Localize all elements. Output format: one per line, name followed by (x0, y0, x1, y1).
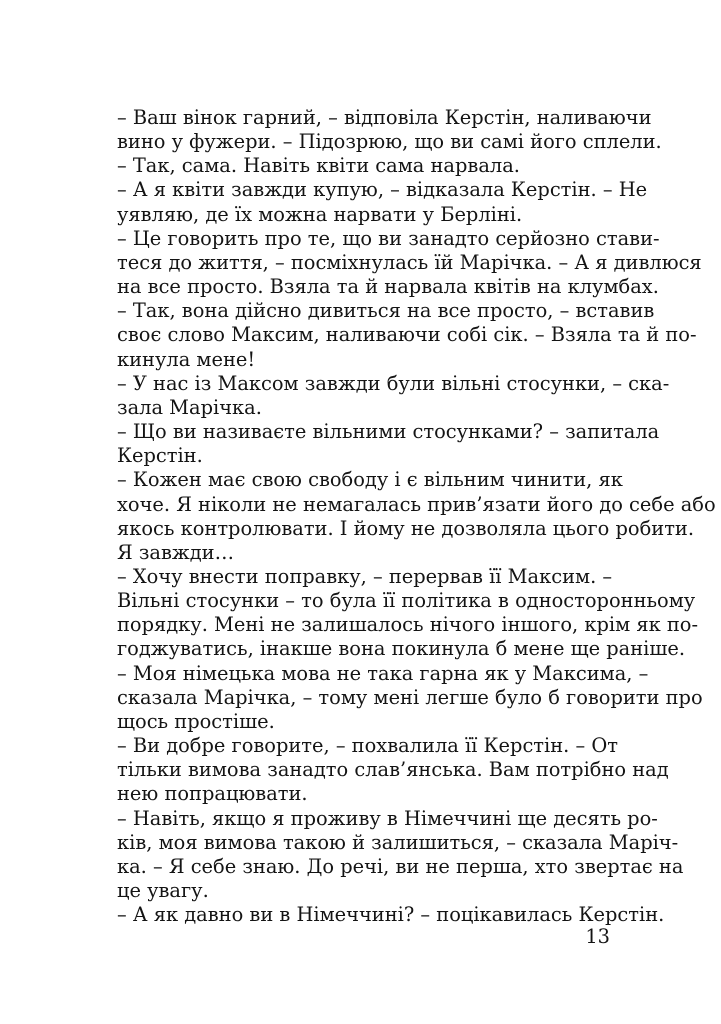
text-line: – Так, сама. Навіть квіти сама нарвала. (117, 154, 520, 178)
paragraph (88, 661, 703, 734)
paragraph (88, 420, 660, 468)
text-line: нею попрацювати. (117, 782, 308, 806)
text-line: – Так, вона дійсно дивиться на все просто, – вставив (117, 299, 655, 323)
text-line: якось контролювати. І йому не дозволяла цього робити. (117, 516, 695, 540)
page-number: 13 (585, 925, 610, 948)
text-line: щось простіше. (117, 709, 275, 733)
text-line: Я завжди… (117, 540, 234, 564)
text-line: – А як давно ви в Німеччині? – поцікавилась Керстін. (117, 903, 665, 927)
text-line: це увагу. (117, 879, 209, 902)
text-line: – Ви добре говорите, – похвалила її Керстін. – От (117, 734, 618, 758)
text-line: своє слово Максим, наливаючи собі сік. – Взяла та й по- (117, 323, 697, 347)
text-line: ка. – Я себе знаю. До речі, ви не перша, хто звертає на (117, 854, 684, 878)
text-line: теся до життя, – посміхнулась їй Марічка. – А я дивлюся (117, 250, 702, 274)
paragraph (88, 299, 697, 371)
text-line: хоче. Я ніколи не немагалась прив’язати його до себе або (117, 492, 716, 516)
text-line: – Моя німецька мова не така гарна як у Максима, – (117, 661, 649, 685)
paragraph (88, 154, 610, 178)
text-line: – Кожен має свою свободу і є вільним чинити, як (117, 468, 623, 492)
paragraph (88, 734, 669, 806)
text-line: годжуватись, інакше вона покинула б мене ще раніше. (117, 637, 686, 661)
paragraph (88, 468, 716, 565)
paragraph (88, 226, 702, 299)
text-line: тільки вимова занадто слав’янська. Вам потрібно над (117, 758, 669, 782)
paragraph (88, 806, 684, 904)
text-line: – У нас із Максом завжди були вільні стосунки, – ска- (117, 371, 670, 395)
text-line: – Навіть, якщо я проживу в Німеччині ще десять ро- (117, 806, 658, 830)
text-line: – Що ви називаєте вільними стосунками? – запитала (117, 420, 660, 444)
text-line: – Це говорить про те, що ви занадто серйозно стави- (117, 226, 660, 250)
text-line: ків, моя вимова такою й залишиться, – сказала Маріч- (117, 830, 679, 854)
text-line: Вільні стосунки – то була її політика в односторонньому (117, 589, 696, 613)
paragraph (88, 106, 662, 154)
text-line: порядку. Мені не залишалось нічого іншого, крім як по- (117, 613, 699, 637)
text-line: – А я квіти завжди купую, – відказала Керстін. – Не (117, 178, 648, 202)
paragraph (88, 903, 665, 927)
text-line: кинула мене! (117, 347, 256, 371)
text-line: на все просто. Взяла та й нарвала квітів на клумбах. (117, 275, 659, 299)
text-line: Керстін. (117, 444, 203, 468)
paragraph (88, 371, 670, 420)
paragraph (88, 178, 648, 226)
text-line: – Хочу внести поправку, – перервав її Максим. – (117, 564, 613, 588)
page-body (88, 106, 716, 927)
text-line: вино у фужери. – Підозрюю, що ви самі його сплели. (117, 130, 662, 154)
text-line: сказала Марічка, – тому мені легше було б говорити про (117, 685, 703, 709)
paragraph (88, 564, 699, 662)
text-line: зала Марічка. (117, 395, 262, 419)
text-line: – Ваш вінок гарний, – відповіла Керстін, наливаючи (117, 106, 652, 129)
text-line: уявляю, де їх можна нарвати у Берліні. (117, 202, 523, 226)
